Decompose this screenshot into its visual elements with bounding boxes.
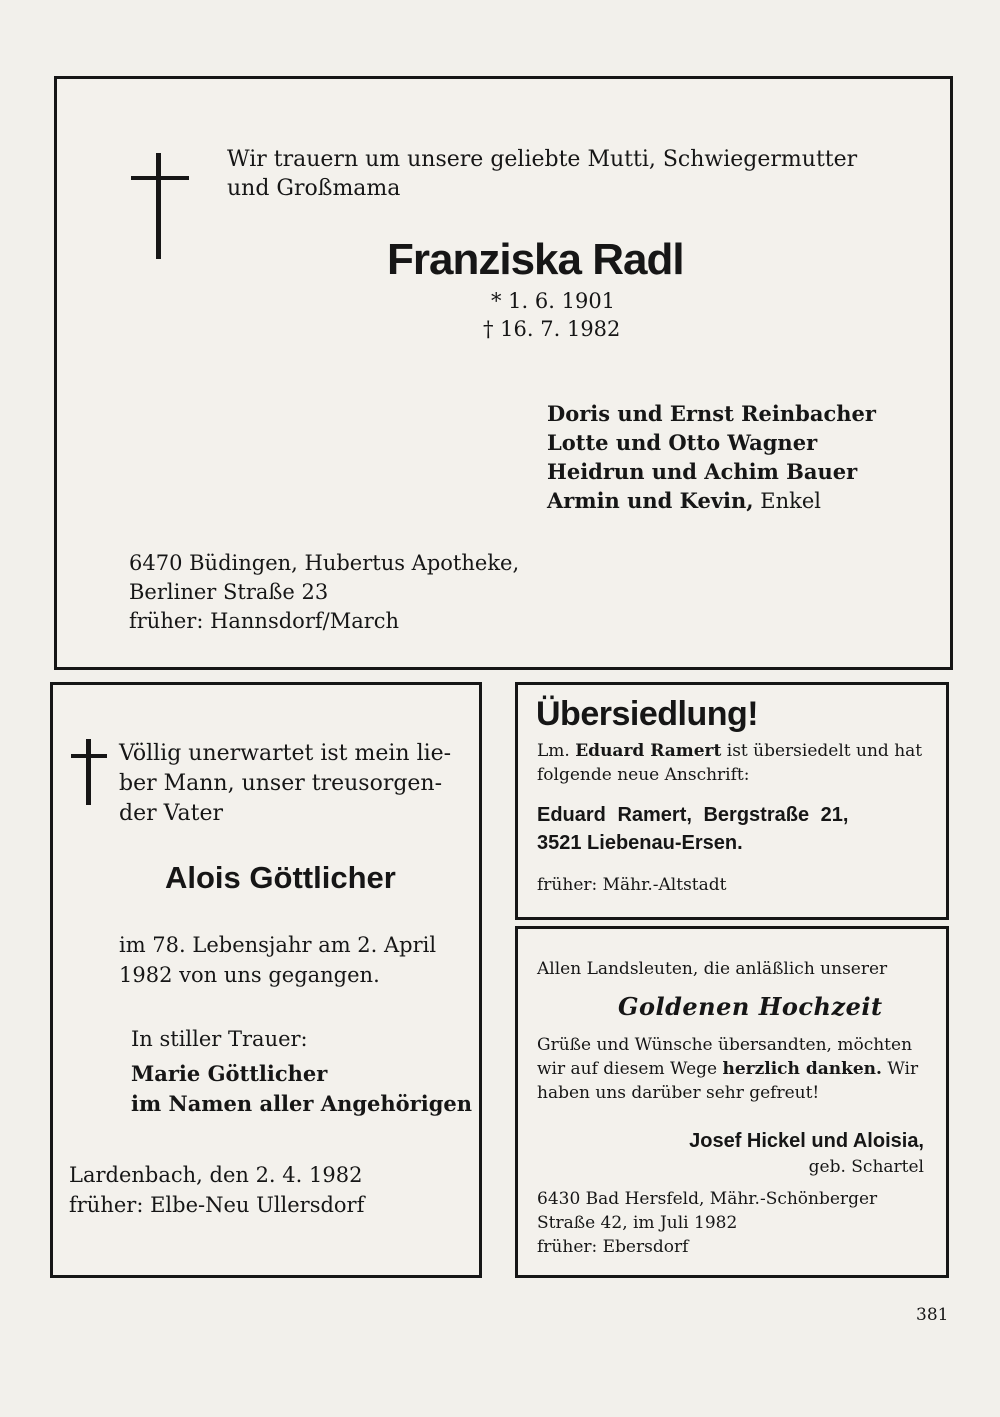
signers: Josef Hickel und Aloisia, <box>689 1130 924 1152</box>
obituary-alois-goettlicher <box>50 682 482 1278</box>
mourner-name: Armin und Kevin, <box>547 488 754 513</box>
birth-date: * 1. 6. 1901 <box>491 289 616 313</box>
thanks-text-line2 <box>537 1057 918 1081</box>
intro-text-line2: ber Mann, unser treusorgen- <box>119 771 443 796</box>
mourner-name: Heidrun und Achim Bauer <box>547 459 858 484</box>
mourner-relatives: im Namen aller Angehörigen <box>131 1091 473 1116</box>
page-number: 381 <box>916 1305 949 1325</box>
thanks-emphasis: herzlich danken. <box>722 1059 882 1079</box>
relocation-notice <box>515 682 949 920</box>
mourner-role: Enkel <box>753 489 821 513</box>
former-residence: früher: Ebersdorf <box>537 1237 689 1257</box>
new-address-line1: Eduard Ramert, Bergstraße 21, <box>537 804 849 826</box>
address-line2: Straße 42, im Juli 1982 <box>537 1213 738 1233</box>
former-residence: früher: Mähr.-Altstadt <box>537 875 727 895</box>
mourning-label: In stiller Trauer: <box>131 1027 308 1051</box>
intro-text-line1: Völlig unerwartet ist mein lie- <box>119 741 452 766</box>
relocation-heading: Übersiedlung! <box>536 695 759 733</box>
relocation-prefix: Lm. <box>537 741 576 761</box>
new-address-line2: 3521 Liebenau-Ersen. <box>537 832 743 854</box>
person-name: Eduard Ramert <box>575 741 722 761</box>
thanks-prefix: wir auf diesem Wege <box>537 1059 723 1079</box>
intro-text: Allen Landsleuten, die anläßlich unserer <box>537 959 888 979</box>
death-date: † 16. 7. 1982 <box>483 317 621 341</box>
deceased-name: Alois Göttlicher <box>165 860 396 895</box>
mourner-name: Lotte und Otto Wagner <box>547 430 818 455</box>
relocation-text-line1 <box>537 739 922 763</box>
golden-wedding-title: Goldenen Hochzeit <box>618 992 883 1021</box>
address-line1: 6470 Büdingen, Hubertus Apotheke, <box>129 551 520 575</box>
mourner-name: Doris und Ernst Reinbacher <box>547 401 876 426</box>
place-date: Lardenbach, den 2. 4. 1982 <box>69 1163 363 1187</box>
maiden-name: geb. Schartel <box>808 1157 924 1177</box>
relocation-text-line2: folgende neue Anschrift: <box>537 765 750 785</box>
intro-text-line2: und Großmama <box>227 176 401 201</box>
golden-wedding-thanks <box>515 926 949 1278</box>
former-residence: früher: Hannsdorf/March <box>129 609 400 633</box>
thanks-suffix: Wir <box>881 1059 919 1079</box>
cross-icon <box>131 153 189 259</box>
body-text-line1: im 78. Lebensjahr am 2. April <box>119 933 437 957</box>
cross-icon <box>71 739 107 805</box>
intro-text-line3: der Vater <box>119 801 223 826</box>
mourner-name: Marie Göttlicher <box>131 1061 328 1086</box>
deceased-name: Franziska Radl <box>387 235 684 284</box>
body-text-line2: 1982 von uns gegangen. <box>119 963 380 987</box>
thanks-text-line1: Grüße und Wünsche übersandten, möchten <box>537 1035 913 1055</box>
address-line2: Berliner Straße 23 <box>129 580 329 604</box>
obituary-franziska-radl <box>54 76 953 670</box>
intro-text-line1: Wir trauern um unsere geliebte Mutti, Schwiegermutter <box>227 147 858 172</box>
former-residence: früher: Elbe-Neu Ullersdorf <box>69 1193 365 1217</box>
mourner-grandchildren <box>547 486 821 516</box>
thanks-text-line3: haben uns darüber sehr gefreut! <box>537 1083 820 1103</box>
relocation-suffix: ist übersiedelt und hat <box>721 741 923 761</box>
address-line1: 6430 Bad Hersfeld, Mähr.-Schönberger <box>537 1189 878 1209</box>
